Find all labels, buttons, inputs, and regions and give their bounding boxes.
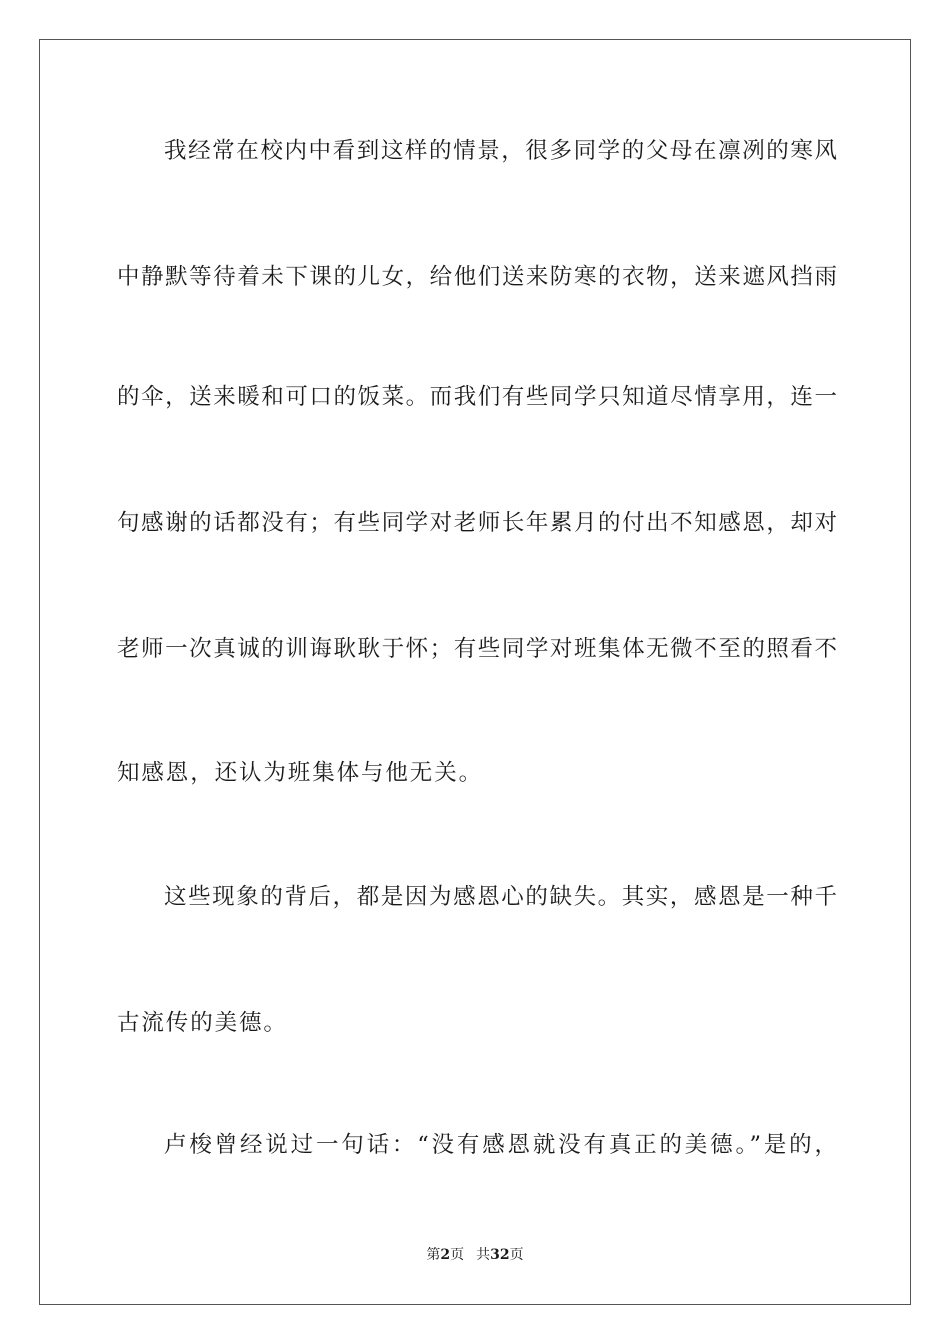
paragraph-1-line-1: 我经常在校内中看到这样的情景，很多同学的父母在凛冽的寒风 bbox=[164, 138, 837, 164]
paragraph-1-line-2: 中静默等待着未下课的儿女，给他们送来防寒的衣物，送来遮风挡雨 bbox=[117, 264, 837, 290]
paragraph-1-line-5: 老师一次真诚的训诲耿耿于怀；有些同学对班集体无微不至的照看不 bbox=[117, 636, 837, 662]
paragraph-1-line-6: 知感恩，还认为班集体与他无关。 bbox=[117, 760, 484, 786]
paragraph-2-line-1: 这些现象的背后，都是因为感恩心的缺失。其实，感恩是一种千 bbox=[164, 884, 837, 910]
page-border bbox=[39, 39, 911, 1305]
total-suffix: 页 bbox=[509, 1247, 524, 1263]
paragraph-1-line-3: 的伞，送来暖和可口的饭菜。而我们有些同学只知道尽情享用，连一 bbox=[117, 384, 837, 410]
page-suffix: 页 bbox=[450, 1247, 465, 1263]
paragraph-2-line-2: 古流传的美德。 bbox=[117, 1010, 288, 1036]
page-footer bbox=[0, 1246, 950, 1264]
paragraph-1-line-4: 句感谢的话都没有；有些同学对老师长年累月的付出不知感恩，却对 bbox=[117, 510, 837, 536]
total-pages: 32 bbox=[490, 1247, 510, 1263]
page-prefix: 第 bbox=[426, 1247, 441, 1263]
paragraph-3-line-1: 卢梭曾经说过一句话：“没有感恩就没有真正的美德。”是的， bbox=[164, 1132, 837, 1158]
page-number: 2 bbox=[440, 1247, 451, 1263]
total-prefix: 共 bbox=[476, 1247, 491, 1263]
